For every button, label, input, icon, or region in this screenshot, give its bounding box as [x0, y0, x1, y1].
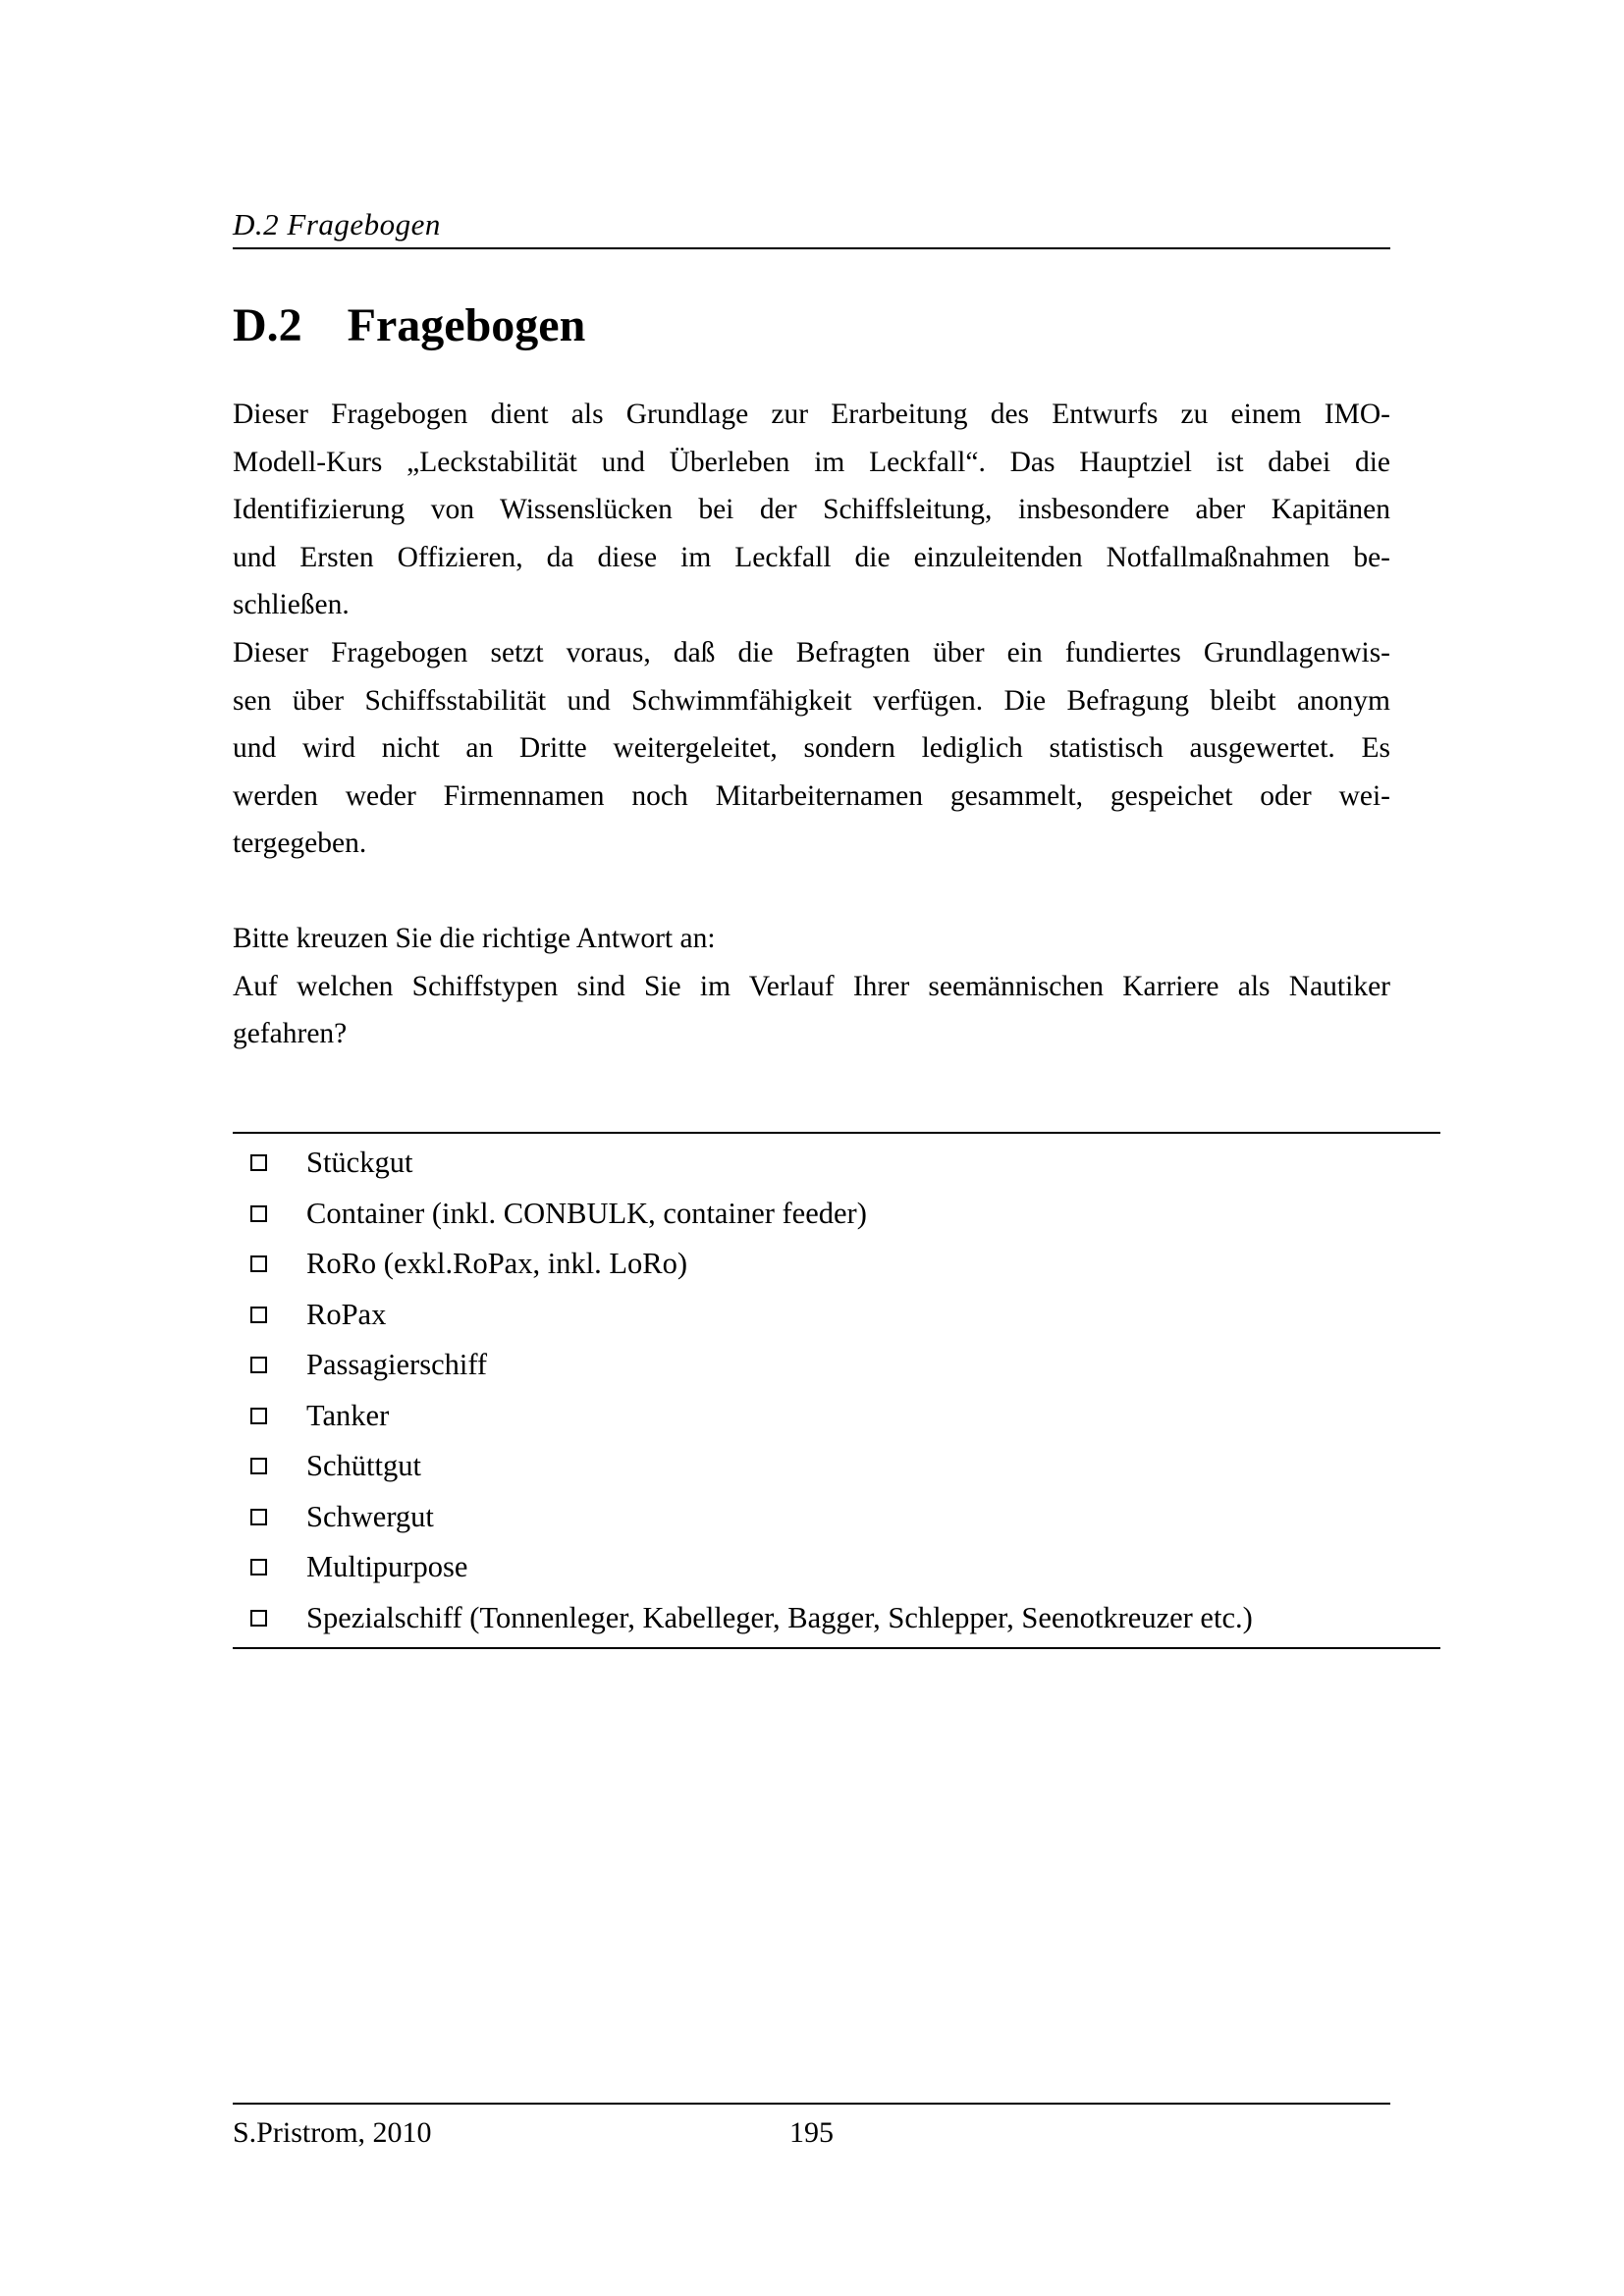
paragraph-line: und Ersten Offizieren, da diese im Leckfall die einzuleitenden Notfallmaßnahmen be- [233, 541, 1390, 573]
question-line: gefahren? [233, 1018, 348, 1050]
paragraph-line: schließen. [233, 589, 350, 621]
paragraph [233, 629, 1390, 868]
paragraph-line: und wird nicht an Dritte weitergeleitet, sondern lediglich statistisch ausgewertet. Es [233, 732, 1390, 765]
paragraph-line: Dieser Fragebogen setzt voraus, daß die Befragten über ein fundiertes Grundlagenwis- [233, 636, 1390, 668]
checkbox[interactable] [250, 1559, 267, 1575]
checklist [233, 1132, 1440, 1649]
checkbox[interactable] [250, 1458, 267, 1474]
checkbox[interactable] [250, 1357, 267, 1373]
checklist-item [233, 1138, 1440, 1189]
checkbox[interactable] [250, 1509, 267, 1525]
paragraph-line: Modell-Kurs „Leckstabilität und Überleben im Leckfall“. Das Hauptziel ist dabei die [233, 446, 1390, 478]
body-text [233, 391, 1390, 868]
checklist-item-label: RoRo (exkl.RoPax, inkl. LoRo) [306, 1247, 688, 1281]
paragraph-line: Identifizierung von Wissenslücken bei der Schiffsleitung, insbesondere aber Kapitänen [233, 494, 1390, 526]
checkbox[interactable] [250, 1154, 267, 1171]
checklist-item [233, 1542, 1440, 1593]
paragraph [233, 391, 1390, 629]
checklist-item-label: RoPax [306, 1297, 387, 1331]
checkbox[interactable] [250, 1255, 267, 1272]
checkbox[interactable] [250, 1205, 267, 1222]
question-block [233, 915, 1390, 1058]
checklist-item [233, 1239, 1440, 1290]
checklist-item-label: Schüttgut [306, 1449, 421, 1483]
checklist-item [233, 1340, 1440, 1391]
paragraph-line: Dieser Fragebogen dient als Grundlage zur Erarbeitung des Entwurfs zu einem IMO- [233, 399, 1390, 430]
page-footer [233, 2103, 1390, 2150]
checklist-item-label: Spezialschiff (Tonnenleger, Kabelleger, Bagger, Schlepper, Seenotkreuzer etc.) [306, 1600, 1253, 1634]
checklist-item [233, 1593, 1440, 1644]
checklist-item-label: Container (inkl. CONBULK, container feeder) [306, 1196, 867, 1230]
checkbox[interactable] [250, 1610, 267, 1627]
checklist-item-label: Schwergut [306, 1499, 434, 1533]
running-header-rule [233, 247, 1390, 249]
checklist-item-label: Tanker [306, 1398, 390, 1432]
question-intro: Bitte kreuzen Sie die richtige Antwort an: [233, 923, 716, 954]
paragraph-line: werden weder Firmennamen noch Mitarbeiternamen gesammelt, gespeichet oder wei- [233, 779, 1390, 812]
checklist-item [233, 1492, 1440, 1543]
checklist-item [233, 1189, 1440, 1240]
checklist-item-label: Stückgut [306, 1146, 413, 1180]
checklist-item-label: Multipurpose [306, 1550, 468, 1584]
section-heading [233, 297, 1440, 354]
checklist-item [233, 1441, 1440, 1492]
checkbox[interactable] [250, 1307, 267, 1323]
checklist-item-label: Passagierschiff [306, 1348, 488, 1382]
page-number: 195 [789, 2116, 834, 2149]
footer-author: S.Pristrom, 2010 [233, 2116, 432, 2149]
checklist-item [233, 1290, 1440, 1341]
section-number: D.2 [233, 299, 302, 351]
checkbox[interactable] [250, 1408, 267, 1424]
question-line: Auf welchen Schiffstypen sind Sie im Verlauf Ihrer seemännischen Karriere als Nautiker [233, 970, 1390, 1002]
checklist-item [233, 1391, 1440, 1442]
paragraph-line: sen über Schiffsstabilität und Schwimmfähigkeit verfügen. Die Befragung bleibt anonym [233, 684, 1390, 717]
paragraph-line: tergegeben. [233, 828, 367, 860]
section-title: Fragebogen [347, 299, 586, 351]
running-header: D.2 Fragebogen [233, 207, 441, 241]
